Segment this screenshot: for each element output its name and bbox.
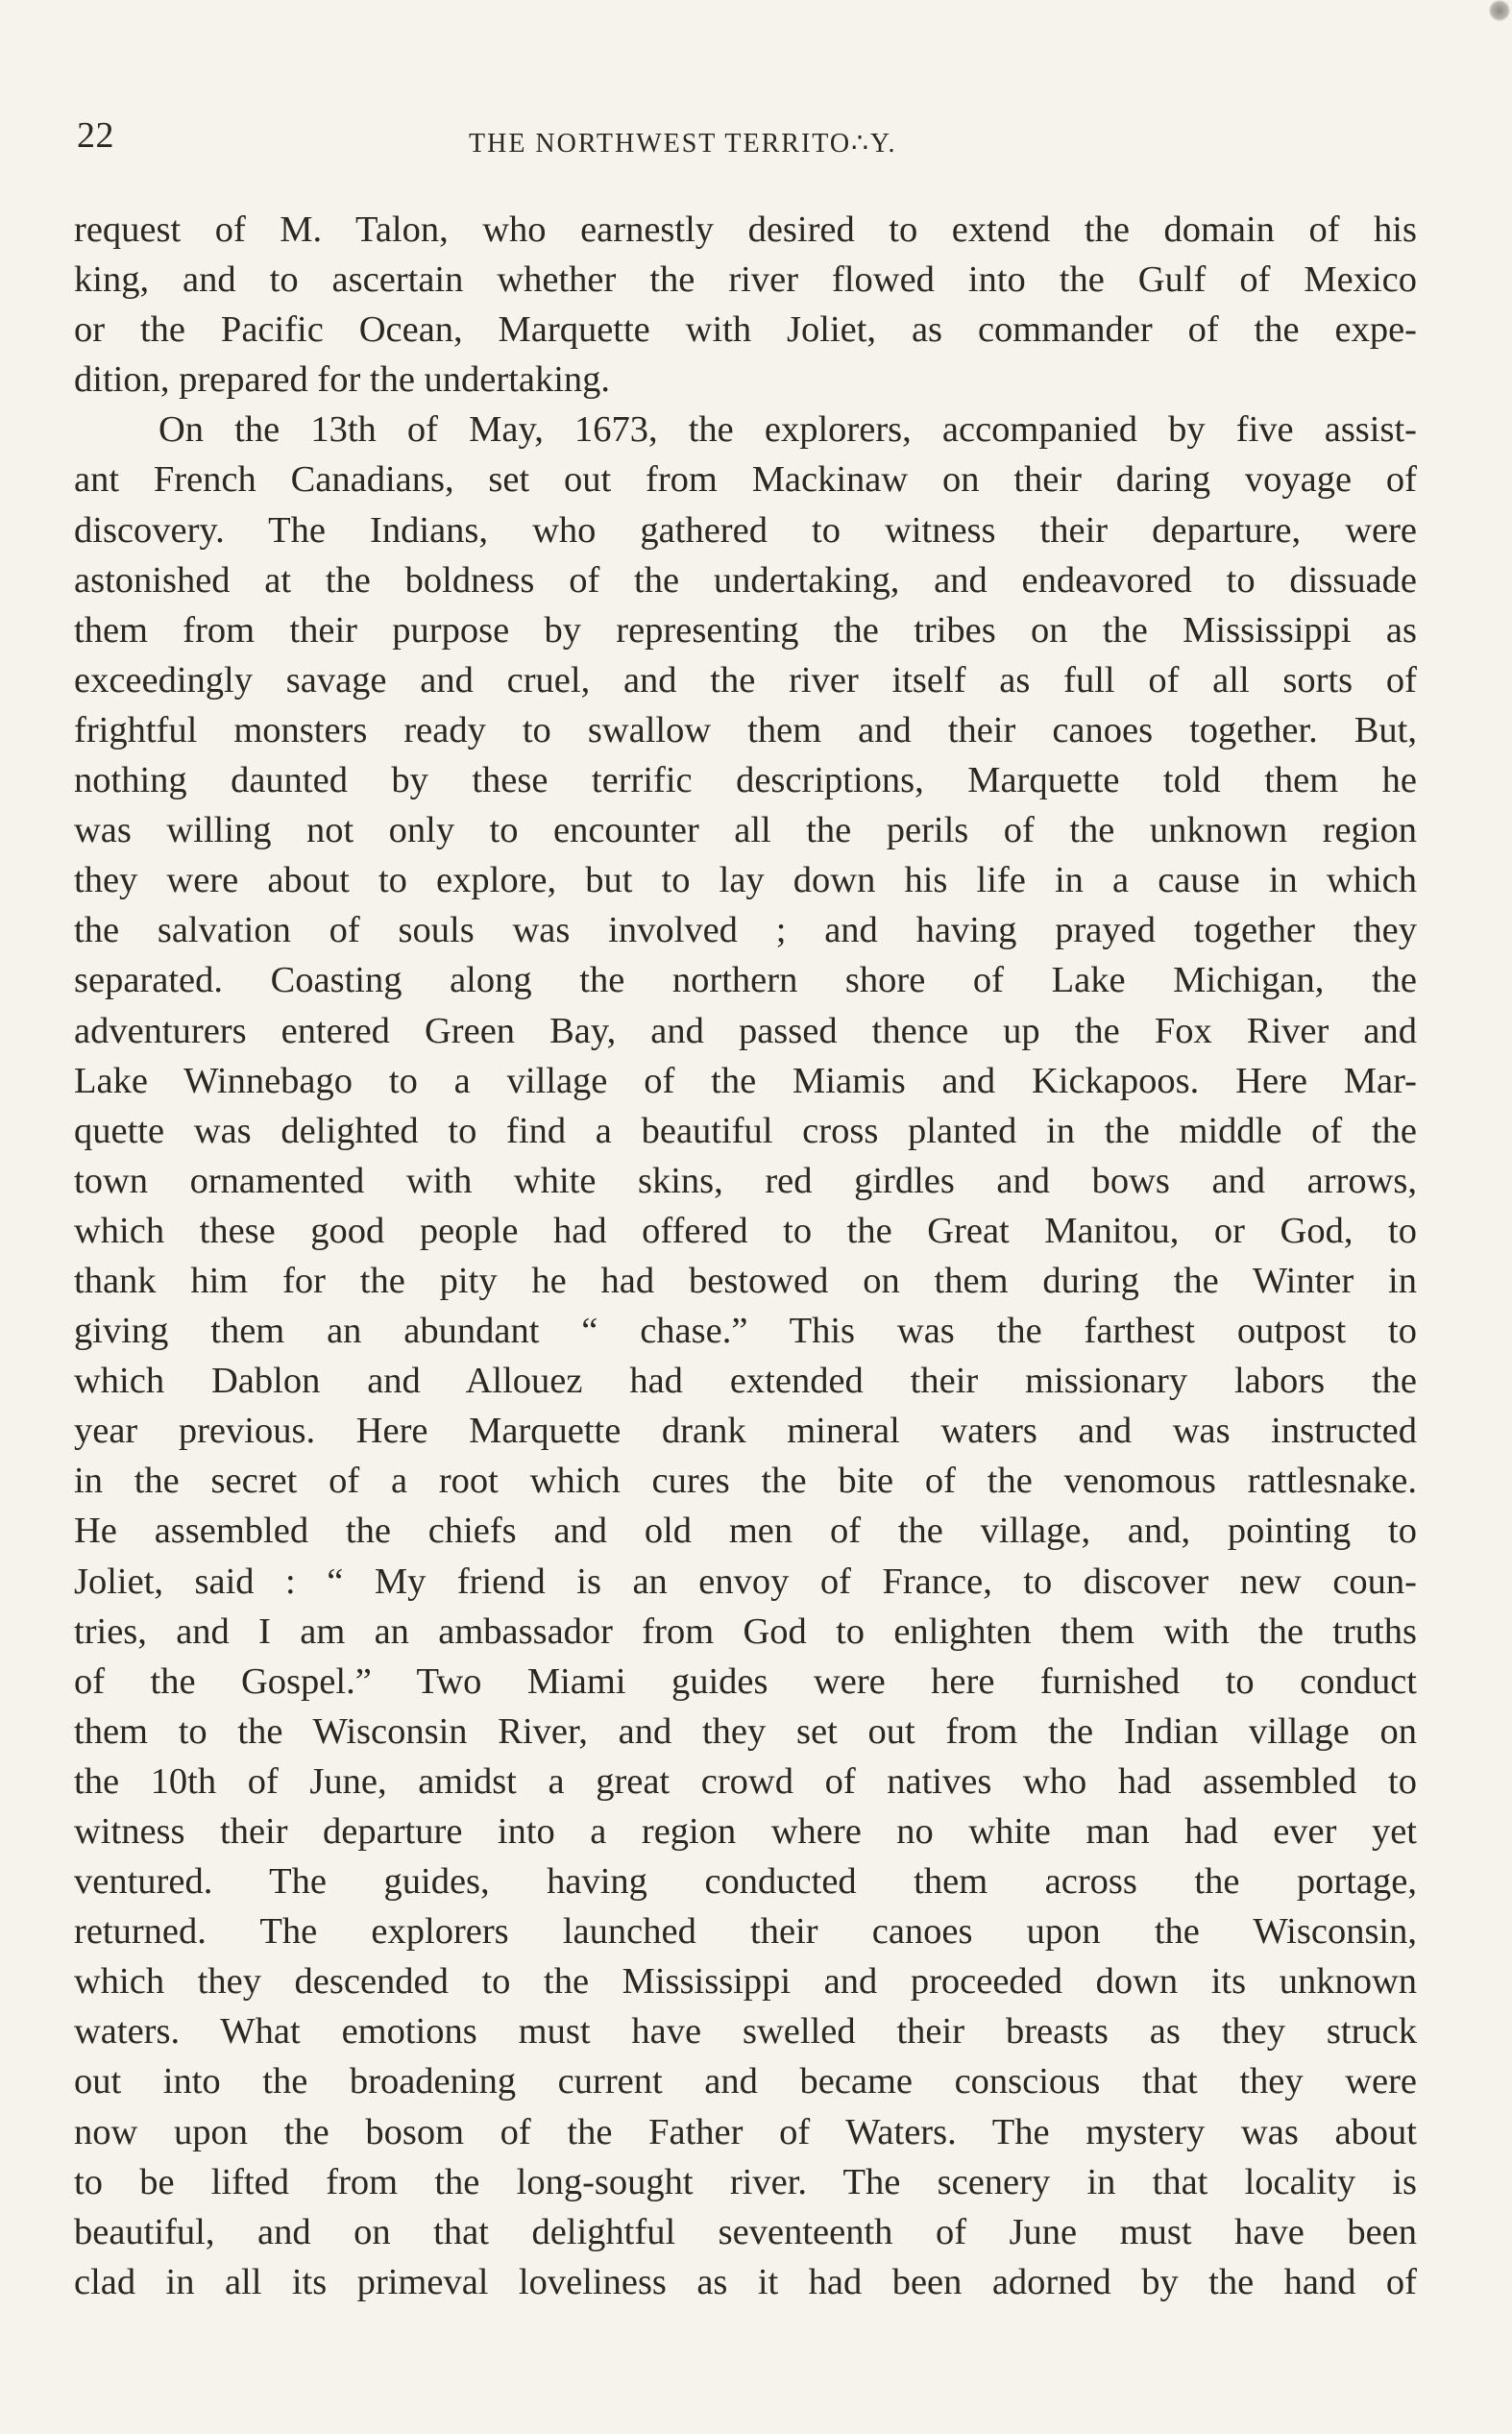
text-line: them to the Wisconsin River, and they set out from the Indian village on [74,1710,1417,1752]
text-line: nothing daunted by these terrific descriptions, Marquette told them he [74,760,1417,801]
text-line: or the Pacific Ocean, Marquette with Joliet, as commander of the expe- [74,309,1417,351]
text-line: beautiful, and on that delightful seventeenth of June must have been [74,2211,1417,2252]
text-line: giving them an abundant “ chase.” This was the farthest outpost to [74,1311,1417,1352]
text-line: in the secret of a root which cures the bite of the venomous rattlesnake. [74,1461,1417,1502]
text-line: On the 13th of May, 1673, the explorers, accompanied by five assist- [159,409,1417,451]
text-line: dition, prepared for the undertaking. [74,359,611,401]
text-line: now upon the bosom of the Father of Waters. The mystery was about [74,2111,1417,2152]
text-line: year previous. Here Marquette drank mineral waters and was instructed [74,1411,1417,1452]
ink-smudge [1489,0,1510,21]
text-line: which these good people had offered to the Great Manitou, or God, to [74,1210,1417,1251]
text-line: discovery. The Indians, who gathered to witness their departure, were [74,509,1417,551]
text-line: Lake Winnebago to a village of the Miamis and Kickapoos. Here Mar- [74,1060,1417,1101]
text-line: which Dablon and Allouez had extended their missionary labors the [74,1361,1417,1402]
text-line: witness their departure into a region where no white man had ever yet [74,1811,1417,1852]
text-line: adventurers entered Green Bay, and passed thence up the Fox River and [74,1010,1417,1051]
body-text [74,205,1417,2307]
text-line: returned. The explorers launched their canoes upon the Wisconsin, [74,1911,1417,1953]
text-line: the 10th of June, amidst a great crowd of natives who had assembled to [74,1760,1417,1802]
text-line: thank him for the pity he had bestowed on them during the Winter in [74,1260,1417,1301]
text-line: to be lifted from the long-sought river. The scenery in that locality is [74,2161,1417,2202]
text-line: quette was delighted to find a beautiful cross planted in the middle of the [74,1110,1417,1151]
text-line: Joliet, said : “ My friend is an envoy of France, to discover new coun- [74,1561,1417,1602]
text-line: town ornamented with white skins, red girdles and bows and arrows, [74,1160,1417,1201]
text-line: they were about to explore, but to lay down his life in a cause in which [74,860,1417,901]
text-line: which they descended to the Mississippi and proceeded down its unknown [74,1961,1417,2003]
text-line: separated. Coasting along the northern shore of Lake Michigan, the [74,960,1417,1001]
text-line: clad in all its primeval loveliness as it had been adorned by the hand of [74,2261,1417,2302]
text-line: astonished at the boldness of the undertaking, and endeavored to dissuade [74,559,1417,601]
text-line: waters. What emotions must have swelled their breasts as they struck [74,2011,1417,2053]
text-line: of the Gospel.” Two Miami guides were here furnished to conduct [74,1660,1417,1702]
text-line: king, and to ascertain whether the river flowed into the Gulf of Mexico [74,259,1417,301]
text-line: request of M. Talon, who earnestly desired to extend the domain of his [74,209,1417,250]
text-line: tries, and I am an ambassador from God to enlighten them with the truths [74,1610,1417,1652]
running-title: THE NORTHWEST TERRITO∴Y. [469,129,897,159]
page-number: 22 [77,115,114,156]
text-line: the salvation of souls was involved ; and having prayed together they [74,910,1417,951]
text-line: out into the broadening current and became conscious that they were [74,2061,1417,2102]
text-line: exceedingly savage and cruel, and the river itself as full of all sorts of [74,659,1417,701]
text-line: ventured. The guides, having conducted them across the portage, [74,1861,1417,1903]
text-line: ant French Canadians, set out from Mackinaw on their daring voyage of [74,459,1417,501]
text-line: He assembled the chiefs and old men of the village, and, pointing to [74,1511,1417,1552]
text-line: them from their purpose by representing the tribes on the Mississippi as [74,609,1417,651]
text-line: frightful monsters ready to swallow them and their canoes together. But, [74,709,1417,750]
text-line: was willing not only to encounter all the perils of the unknown region [74,810,1417,851]
